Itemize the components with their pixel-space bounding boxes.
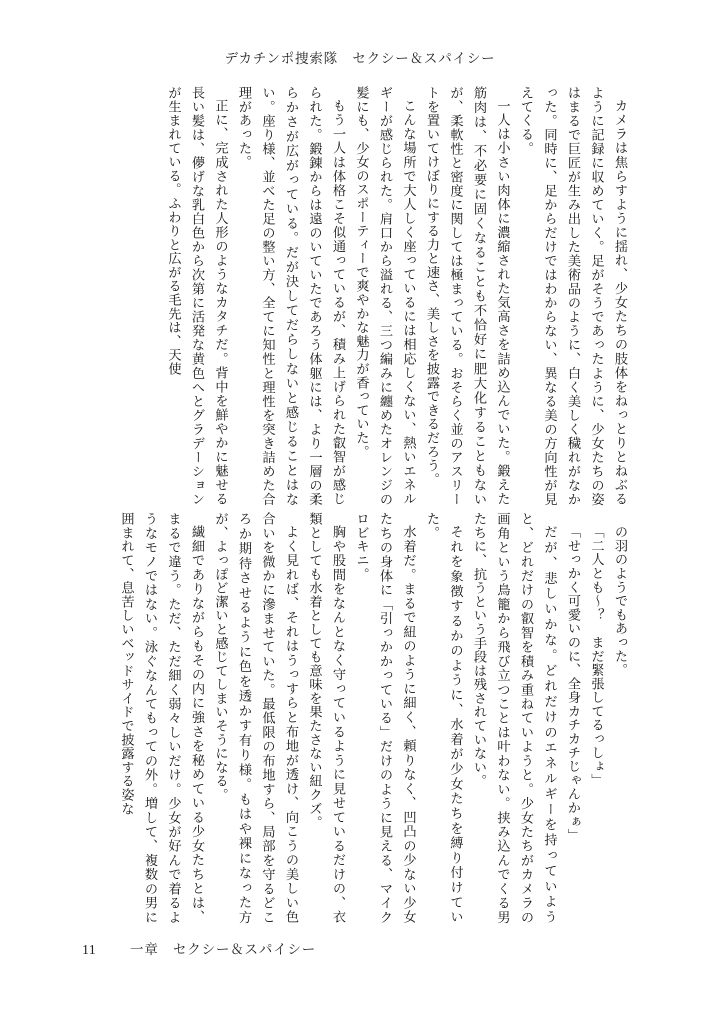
paragraph: 「二人とも～？ まだ緊張してるっしょ」 — [589, 525, 605, 788]
paragraph: の羽のようでもあった。 — [613, 525, 628, 677]
page-footer — [0, 938, 720, 962]
paragraph: 胸や股間をなんとなく守っているように見せているだけの、衣類としても水着としても意味を果たさない紐クズ。 — [307, 512, 346, 924]
paragraph: 水着だ。まるで紐のように細く、頼りなく、凹凸の少ない少女たちの身体に「引っかかっている」だけのように見える、マイクロビキニ。 — [354, 512, 417, 924]
running-head-text: デカチンポ捜索隊 セクシー＆スパイシー — [224, 51, 496, 66]
paragraph: それを象徴するかのように、水着が少女たちを縛り付けていた。 — [425, 512, 464, 924]
paragraph: 繊細でありながらもその内に強さを秘めている少女たちとは、まるで違う。ただ、ただ細く弱々しいだけ。少女が好んで着るようなモノではない。泳ぐなんてもっての外。増して、複数の男に囲まれて、息苦しいベッドサイドで披露する姿な — [119, 512, 205, 924]
paragraph: こんな場所で大人しく座っているには相応しくない、熱いエネルギーが感じられた。肩口から溢れる、三つ編みに纏めたオレンジの髪にも、少女のスポーティーで爽やかな魅力が香っていた。 — [354, 86, 417, 506]
paragraph: よく見れば、それはうっすらと布地が透け、向こうの美しい色合いを微かに滲ませていた。最低限の布地すら、局部を守るどころか期待させるように色を透かす有り様。もはや裸になった方が、よっぽど潔いと感じてしまいそうになる。 — [213, 512, 299, 924]
body-text-block-lower — [76, 512, 632, 924]
paragraph: カメラは焦らすように揺れ、少女たちの肢体をねっとりとねぶるように記録に収めていく。足がそうであったように、少女たちの姿はまるで巨匠が生み出した美術品のように、白く美しく穢れがなかった。同時に、足からだけではわからない、異なる美の方向性が見えてくる。 — [519, 86, 628, 506]
chapter-title: 一章 セクシー＆スパイシー — [130, 942, 317, 957]
running-head — [0, 44, 720, 70]
paragraph: 一人は小さい肉体に濃縮された気高さを詰め込んでいた。鍛えた筋肉は、不必要に固くなることも不恰好に肥大化することもないが、柔軟性と密度に関しては極まっている。おそらく並のアスリートを置いてけぼりにする力と速さ、美しさを披露できるだろう。 — [425, 86, 511, 506]
paragraph: もう一人は体格こそ似通っているが、積み上げられた叡智が感じられた。鍛錬からは遠のいていたであろう体躯には、より一層の柔らかさが広がっている。だが決してだらしないと感じることはない。座り様、並べた足の整い方、全てに知性と理性を突き詰めた合理があった。 — [237, 86, 346, 506]
paragraph: 「せっかく可愛いのに、全身カチカチじゃんかぁ」 — [566, 525, 581, 843]
paragraph: 正に、完成された人形のようなカタチだ。背中を鮮やかに魅せる長い髪は、儚げな乳白色から次第に活発な黄色へとグラデーションが生まれている。ふわりと広がる毛先は、天使 — [166, 86, 229, 506]
page-number: 11 — [82, 943, 97, 958]
body-text-block-upper — [94, 86, 632, 506]
paragraph: だが、悲しいかな。どれだけのエネルギーを持っていよう と、どれだけの叡智を積み重ねていようと。少女たちがカメラの画角という鳥籠から飛び立つことは叶わない。挟み込んでくる男たちに、抗うという手段は残されていない。 — [472, 512, 558, 924]
